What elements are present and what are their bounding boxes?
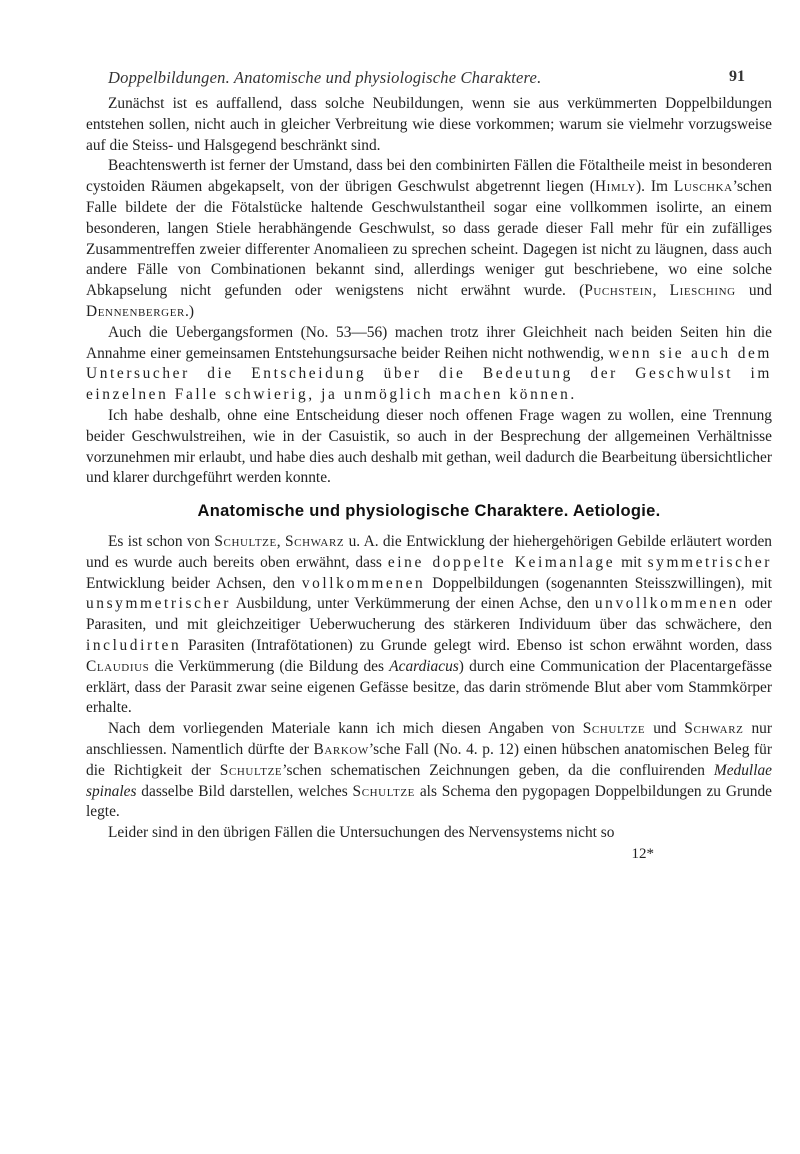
text-run: dasselbe Bild darstellen, welches xyxy=(136,782,353,800)
author-name: Schultze xyxy=(214,532,277,550)
text-run: ’schen schematischen Zeichnungen geben, da die confluirenden xyxy=(282,761,714,779)
text-run: , xyxy=(276,532,285,550)
author-name: Himly xyxy=(594,178,636,196)
paragraph xyxy=(86,823,772,844)
text-run: ’schen Falle bildete der die Fötalstücke haltende Geschwulstantheil sogar eine vollkommen isolirte, an einem besonderen, langen Stiele herabhängende Geschwulst, so dass gerade dieser Fall mehr für ein zufälliges Zusammentreffen zweier differenter Anomalieen zu sprechen scheint. Dagegen ist nicht zu läugnen, dass auch andere Fälle von Combinationen bekannt sind, allerdings weniger gut beschriebene, wo eine solche Abkapselung nicht gefunden oder wenigstens nicht erwähnt wurde. ( xyxy=(86,178,772,300)
italic-term: Acardiacus xyxy=(389,657,459,675)
author-name: Schwarz xyxy=(285,532,345,550)
author-name: Barkow xyxy=(313,740,369,758)
running-head xyxy=(108,68,745,90)
italic-term: Medullae spinales xyxy=(86,761,772,800)
paragraphs-after-heading xyxy=(86,532,772,844)
text-run: Leider sind in den übrigen Fällen die Untersuchungen des Nervensystems nicht so xyxy=(108,824,615,842)
text-run: ). Im xyxy=(636,178,674,196)
text-run: Beachtenswerth ist ferner der Umstand, dass bei den combinirten Fällen die Fötaltheile meist in besonderen cystoiden Räumen abgekapselt, von der übrigen Geschwulst abgetrennt liegen ( xyxy=(86,157,772,196)
text-run: als Schema den pygopagen Doppelbildungen zu Grunde legte. xyxy=(86,782,772,821)
paragraph xyxy=(86,719,772,823)
spaced-emphasis: symmetrischer xyxy=(647,553,772,571)
text-run: ’sche Fall (No. 4. p. 12) einen hübschen anatomischen Beleg für die Richtigkeit der xyxy=(86,740,772,779)
text-run: nur anschliessen. Namentlich dürfte der xyxy=(86,720,773,758)
spaced-emphasis: unvollkommenen xyxy=(594,595,739,613)
text-run: Doppelbildungen (sogenannten Steisszwillingen), mit xyxy=(425,574,772,592)
paragraphs-before-heading xyxy=(86,94,772,489)
author-name: Schultze xyxy=(582,720,646,738)
text-run: Nach dem vorliegenden Materiale kann ich mich diesen Angaben von xyxy=(108,720,583,738)
author-name: Puchstein xyxy=(584,282,653,300)
text-run: mit xyxy=(615,553,648,571)
paragraph xyxy=(86,94,772,156)
text-run: die Verkümmerung (die Bildung des xyxy=(149,657,390,675)
paragraph xyxy=(86,532,772,719)
section-heading: Anatomische und physiologische Charaktere. Aetiologie. xyxy=(197,502,661,521)
text-run: Es ist schon von xyxy=(108,532,215,550)
author-name: Claudius xyxy=(86,657,150,675)
paragraph xyxy=(86,156,772,322)
text-run: Parasiten (Intrafötationen) zu Grunde gelegt wird. Ebenso ist schon erwähnt worden, dass xyxy=(181,636,772,654)
spaced-emphasis: unsymmetrischer xyxy=(86,595,231,613)
paragraph xyxy=(86,323,772,406)
signature-mark: 12* xyxy=(631,845,654,862)
spaced-emphasis: vollkommenen xyxy=(301,574,426,592)
text-run: u. A. die Entwicklung der hiehergehörigen Gebilde erläutert worden und es wurde auch bereits oben erwähnt, dass xyxy=(86,532,772,571)
author-name: Schultze xyxy=(219,761,283,779)
text-run: Ausbildung, unter Verkümmerung der einen Achse, den xyxy=(231,595,595,613)
running-head-title: Doppelbildungen. Anatomische und physiologische Charaktere. xyxy=(108,68,542,87)
text-run: ) durch eine Communication der Placentargefässe erklärt, dass der Parasit zwar seine eigenen Gefässe besitze, das darin strömende Blut aber vom Stammkörper erhalte. xyxy=(86,657,772,717)
author-name: Schultze xyxy=(352,782,415,800)
body-text xyxy=(86,94,772,865)
text-run: .) xyxy=(184,302,194,320)
page-number: 91 xyxy=(729,68,745,85)
text-run: , xyxy=(652,282,670,300)
paragraph xyxy=(86,406,772,489)
author-name: Luschka xyxy=(673,178,733,196)
text-run: Zunächst ist es auffallend, dass solche Neubildungen, wenn sie aus verkümmerten Doppelbildungen entstehen sollen, nicht auch in gleicher Verbreitung wie diese vorkommen; warum sie vielmehr vorzugsweise auf die Steiss- und Halsgegend beschränkt sind. xyxy=(86,95,772,154)
spaced-emphasis: includirten xyxy=(86,636,182,654)
text-run: oder Parasiten, und mit gleichzeitiger Ueberwucherung des stärkeren Individuum über das schwächere, den xyxy=(86,595,772,634)
text-run: und xyxy=(645,720,685,738)
author-name: Liesching xyxy=(669,282,736,300)
spaced-emphasis: eine doppelte Keimanlage xyxy=(387,553,616,571)
text-run: Auch die Uebergangsformen (No. 53—56) machen trotz ihrer Gleichheit nach beiden Seiten hin die Annahme einer gemeinsamen Entstehungsursache beider Reihen nicht nothwendig, xyxy=(86,323,772,362)
text-run: und xyxy=(735,282,772,300)
author-name: Schwarz xyxy=(684,720,744,738)
text-run: Ich habe deshalb, ohne eine Entscheidung dieser noch offenen Frage wagen zu wollen, eine Trennung beider Geschwulstreihen, wie in der Casuistik, so auch in der Besprechung der allgemeinen Verhältnisse vorzunehmen mir erlaubt, und habe dies auch deshalb mit gethan, weil dadurch die Bearbeitung übersichtlicher und klarer durchgeführt werden konnte. xyxy=(86,406,772,487)
spaced-emphasis: wenn sie auch dem Untersucher die Entscheidung über die Bedeutung der Geschwulst im einzelnen Falle schwierig, ja unmöglich machen können. xyxy=(86,344,772,404)
text-run: Entwicklung beider Achsen, den xyxy=(86,574,302,592)
author-name: Dennenberger xyxy=(86,302,185,320)
